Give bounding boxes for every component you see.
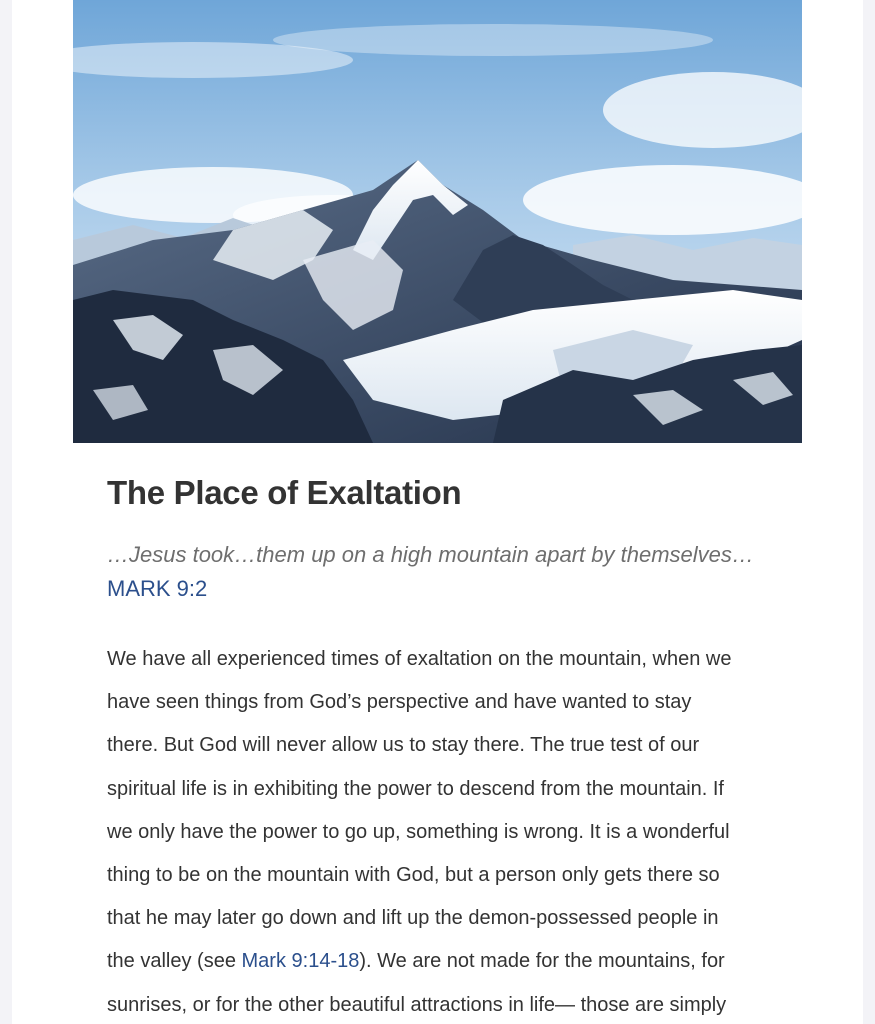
body-line: We have all experienced times of exaltation on the mountain, when we <box>107 648 732 670</box>
body-text-segment: ). We are not made for the mountains, for <box>359 950 725 973</box>
body-line: spiritual life is in exhibiting the power to descend from the mountain. If <box>107 777 724 800</box>
body-line <box>107 940 787 983</box>
body-line: that he may later go down and lift up the demon-possessed people in <box>107 907 719 930</box>
body-line: there. But God will never allow us to stay there. The true test of our <box>107 734 700 757</box>
article-title: The Place of Exaltation <box>107 474 462 511</box>
body-line: thing to be on the mountain with God, but a person only gets there so <box>107 864 720 887</box>
body-text-segment: the valley (see <box>107 950 242 973</box>
scripture-reference-link[interactable]: MARK 9:2 <box>107 576 208 601</box>
body-line: sunrises, or for the other beautiful attractions in life— those are simply <box>107 993 727 1016</box>
body-line: we only have the power to go up, something is wrong. It is a wonderful <box>107 820 730 843</box>
hero-image <box>73 0 802 443</box>
article-page <box>12 0 863 1024</box>
scripture-link-mark-9-14-18[interactable]: Mark 9:14-18 <box>241 950 360 973</box>
body-line: have seen things from God’s perspective and have wanted to stay <box>107 691 692 714</box>
scripture-verse: …Jesus took…them up on a high mountain apart by themselves… <box>107 542 754 567</box>
article-content <box>107 470 787 1024</box>
article-body <box>107 638 787 1024</box>
